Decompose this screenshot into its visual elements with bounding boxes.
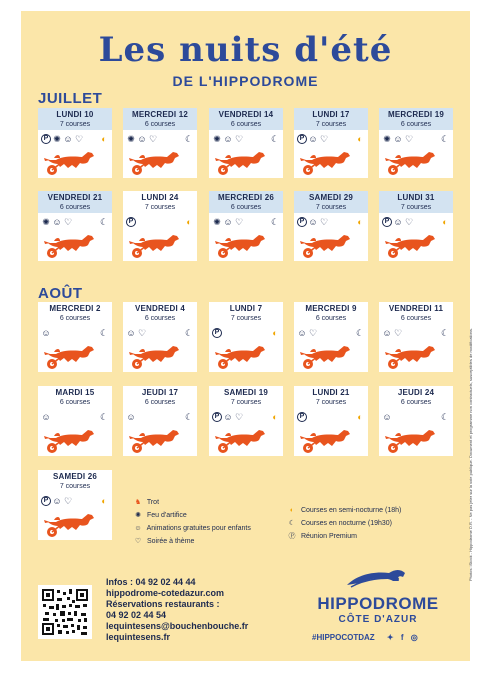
event-icons [126,328,194,340]
event-icons [382,328,450,340]
day-card-header [38,470,112,492]
day-card-header [209,191,283,213]
trot-horse-icon [298,426,356,454]
qr-code [38,585,92,639]
trot-horse-icon [42,426,100,454]
theme-icon: ♡ [404,217,414,227]
legal-side-text: Photos: iStock - Hippodrome D.R. - Ne pas jeter sur la voie publique. Document et programme non contractuels, susceptibles de modifications. [468,327,473,581]
kids-icon: ☺ [126,328,136,338]
trot-horse-icon [42,510,100,538]
sunset-icon: ◐ [442,217,448,227]
course-count: 6 courses [59,204,91,211]
horse-head-logo-icon [343,567,413,589]
day-card [294,302,368,372]
moon-icon: ☾ [270,217,280,227]
trot-horse-icon [213,148,271,176]
sunset-icon: ◐ [101,134,107,144]
theme-icon: ♡ [404,134,414,144]
legend-item-kids [131,522,251,535]
day-card-header [379,191,453,213]
kids-icon: ☺ [52,217,62,227]
event-icons [297,412,365,424]
day-label: VENDREDI 14 [218,110,274,119]
legend-item-theme [131,535,251,548]
day-card [123,108,197,178]
qr-code-icon [41,588,89,636]
trot-horse-icon [383,231,441,259]
legend-item-trot [131,496,251,509]
moon-icon: ☾ [270,134,280,144]
kids-icon: ☺ [63,134,73,144]
premium-icon: Ⓟ [288,533,296,540]
trot-horse-icon [127,342,185,370]
day-card [123,302,197,372]
day-card [38,108,112,178]
event-icons [41,134,109,146]
kids-icon: ☺ [223,412,233,422]
course-count: 6 courses [230,121,262,128]
day-label: MERCREDI 19 [388,110,444,119]
course-count: 7 courses [230,399,262,406]
kids-icon: ☺ [137,134,147,144]
day-card [38,470,112,540]
moon-icon: ☾ [99,217,109,227]
trot-horse-icon [383,342,441,370]
event-icons [212,217,280,229]
day-label: JEUDI 24 [397,388,435,397]
event-icons [41,412,109,424]
legend-item-premium [285,530,401,543]
course-count: 7 courses [59,483,91,490]
hashtag: #HIPPOCOTDAZ [312,633,375,642]
sunset-icon: ◐ [289,507,295,514]
day-card-header [294,302,368,324]
legend-label: Trot [146,499,160,506]
kids-icon: ☺ [308,134,318,144]
event-icons [297,328,365,340]
course-count: 7 courses [59,121,91,128]
legend-left [131,496,251,548]
day-card-header [123,108,197,130]
hippodrome-logo [308,567,448,625]
theme-icon: ♡ [148,134,158,144]
moon-icon: ☾ [440,134,450,144]
moon-icon: ☾ [440,328,450,338]
day-card [379,302,453,372]
trot-horse-icon [42,231,100,259]
sunset-icon: ◐ [186,217,192,227]
day-card [123,191,197,261]
theme-icon: ♡ [308,328,318,338]
month-label-august: AOÛT [38,285,83,302]
kids-icon: ☺ [223,217,233,227]
kids-icon: ☺ [393,134,403,144]
trot-horse-icon [127,231,185,259]
info-phone: Infos : 04 92 02 44 44 [106,577,196,587]
page-subtitle: DE L'HIPPODROME [172,73,319,89]
day-label: LUNDI 31 [397,193,435,202]
moon-icon: ☾ [99,412,109,422]
theme-icon: ♡ [234,412,244,422]
day-label: VENDREDI 21 [47,193,103,202]
day-card-header [38,302,112,324]
day-card-header [379,386,453,408]
contact-info [106,577,248,643]
day-label: SAMEDI 29 [308,193,354,202]
kids-icon: ☺ [52,496,62,506]
trot-horse-icon [383,148,441,176]
event-icons [41,496,109,508]
day-label: LUNDI 21 [312,388,350,397]
premium-icon: P [297,134,307,144]
legend-label: Réunion Premium [300,533,357,540]
theme-icon: ♡ [74,134,84,144]
fireworks-icon: ✺ [53,134,61,144]
info-restaurant-email[interactable]: lequintesens@bouchenbouche.fr [106,621,249,631]
theme-icon: ♡ [63,217,73,227]
sunset-icon: ◐ [101,496,107,506]
trot-horse-icon [213,426,271,454]
brand-name: HIPPODROME [317,594,439,613]
fireworks-icon: ✺ [213,217,221,227]
moon-icon: ☾ [355,328,365,338]
course-count: 7 courses [315,399,347,406]
kids-icon: ☺ [297,328,307,338]
kids-icon: ☺ [223,134,233,144]
day-card [123,386,197,456]
event-icons [41,217,109,229]
day-label: VENDREDI 4 [134,304,185,313]
social-bar [312,633,418,642]
course-count: 7 courses [315,204,347,211]
legend-label: Courses en nocturne (19h30) [300,520,393,527]
kids-icon: ☺ [382,328,392,338]
day-card-header [38,191,112,213]
day-card [294,386,368,456]
kids-icon: ☺ [308,217,318,227]
twitter-icon[interactable]: ✦ [386,633,394,642]
theme-icon: ♡ [234,217,244,227]
info-restaurant-label: Réservations restaurants : [106,599,220,609]
course-count: 6 courses [400,315,432,322]
day-card [294,191,368,261]
event-icons [382,217,450,229]
day-card-header [294,386,368,408]
legend-right [285,504,401,543]
premium-icon: P [41,134,51,144]
day-label: LUNDI 7 [229,304,263,313]
trot-horse-icon [213,231,271,259]
day-label: SAMEDI 19 [223,388,269,397]
day-card [209,108,283,178]
theme-icon: ♡ [393,328,403,338]
legend-label: Soirée à thème [146,538,195,545]
sunset-icon: ◐ [357,412,363,422]
info-restaurant-phone: 04 92 02 44 54 [106,610,167,620]
day-label: LUNDI 17 [312,110,350,119]
day-card-header [294,108,368,130]
kids-icon: ☺ [134,525,142,532]
trot-horse-icon [213,342,271,370]
kids-icon: ☺ [382,412,392,422]
course-count: 6 courses [400,399,432,406]
event-icons [212,328,280,340]
course-count: 6 courses [59,315,91,322]
day-card [209,191,283,261]
day-card [38,302,112,372]
day-label: MERCREDI 12 [132,110,188,119]
event-icons [41,328,109,340]
day-card [209,302,283,372]
day-card-header [123,386,197,408]
day-card-header [123,191,197,213]
premium-icon: P [41,496,51,506]
day-label: MARDI 15 [55,388,95,397]
info-website[interactable]: hippodrome-cotedazur.com [106,588,225,598]
fireworks-icon: ✺ [127,134,135,144]
theme-icon: ♡ [319,134,329,144]
legend-item-sunset [285,504,401,517]
course-count: 7 courses [144,204,176,211]
event-icons [126,134,194,146]
legend-label: Courses en semi-nocturne (18h) [300,507,402,514]
day-card [294,108,368,178]
legend-label: Feu d'artifice [146,512,187,519]
premium-icon: P [126,217,136,227]
day-card [379,108,453,178]
moon-icon: ☾ [288,520,296,527]
event-icons [382,134,450,146]
course-count: 7 courses [400,204,432,211]
legend-label: Animations gratuites pour enfants [146,525,251,532]
event-icons [126,412,194,424]
event-icons [382,412,450,424]
day-label: MERCREDI 2 [49,304,101,313]
course-count: 6 courses [144,121,176,128]
event-icons [212,412,280,424]
day-label: MERCREDI 9 [305,304,357,313]
trot-horse-icon [127,426,185,454]
course-count: 6 courses [400,121,432,128]
day-label: SAMEDI 26 [52,472,98,481]
moon-icon: ☾ [99,328,109,338]
day-label: VENDREDI 11 [388,304,444,313]
day-card [379,386,453,456]
course-count: 7 courses [230,315,262,322]
theme-icon: ♡ [319,217,329,227]
event-icons [126,217,194,229]
month-label-july: JUILLET [38,90,103,107]
instagram-icon[interactable]: ◎ [410,633,418,642]
day-card-header [209,108,283,130]
legend-item-night [285,517,401,530]
course-count: 6 courses [315,315,347,322]
trot-horse-icon [298,231,356,259]
day-card-header [38,108,112,130]
trot-horse-icon [127,148,185,176]
day-card [379,191,453,261]
trot-horse-icon [42,148,100,176]
fireworks-icon: ✺ [213,134,221,144]
premium-icon: P [212,328,222,338]
premium-icon: P [382,217,392,227]
sunset-icon: ◐ [272,328,278,338]
theme-icon: ♡ [63,496,73,506]
event-icons [297,217,365,229]
event-icons [297,134,365,146]
day-card [38,386,112,456]
sunset-icon: ◐ [357,217,363,227]
course-count: 6 courses [144,315,176,322]
sunset-icon: ◐ [357,134,363,144]
day-card-header [294,191,368,213]
moon-icon: ☾ [184,412,194,422]
fireworks-icon: ✺ [135,512,141,519]
kids-icon: ☺ [126,412,136,422]
day-label: MERCREDI 26 [218,193,274,202]
premium-icon: P [297,412,307,422]
fireworks-icon: ✺ [42,217,50,227]
course-count: 7 courses [315,121,347,128]
legend-item-fireworks [131,509,251,522]
facebook-icon[interactable]: f [400,633,404,642]
day-card [209,386,283,456]
day-label: LUNDI 10 [56,110,94,119]
trot-horse-icon [298,148,356,176]
premium-icon: P [297,217,307,227]
sunset-icon: ◐ [272,412,278,422]
day-card-header [123,302,197,324]
poster [21,11,473,661]
moon-icon: ☾ [184,328,194,338]
kids-icon: ☺ [393,217,403,227]
trot-horse-icon [383,426,441,454]
course-count: 6 courses [144,399,176,406]
brand-subname: CÔTE D'AZUR [338,614,418,625]
day-card-header [379,302,453,324]
premium-icon: P [212,412,222,422]
event-icons [212,134,280,146]
course-count: 6 courses [230,204,262,211]
day-label: JEUDI 17 [141,388,179,397]
moon-icon: ☾ [440,412,450,422]
day-card-header [209,302,283,324]
day-label: LUNDI 24 [141,193,179,202]
course-count: 6 courses [59,399,91,406]
page-title: Les nuits d'été [98,30,393,70]
theme-icon: ♡ [234,134,244,144]
moon-icon: ☾ [184,134,194,144]
horse-icon: ♞ [134,499,142,506]
day-card-header [38,386,112,408]
info-restaurant-site[interactable]: lequintesens.fr [106,632,171,642]
trot-horse-icon [42,342,100,370]
day-card-header [209,386,283,408]
kids-icon: ☺ [41,412,51,422]
day-card-header [379,108,453,130]
fireworks-icon: ✺ [383,134,391,144]
trot-horse-icon [298,342,356,370]
day-card [38,191,112,261]
kids-icon: ☺ [41,328,51,338]
theme-icon: ♡ [134,538,142,545]
theme-icon: ♡ [137,328,147,338]
